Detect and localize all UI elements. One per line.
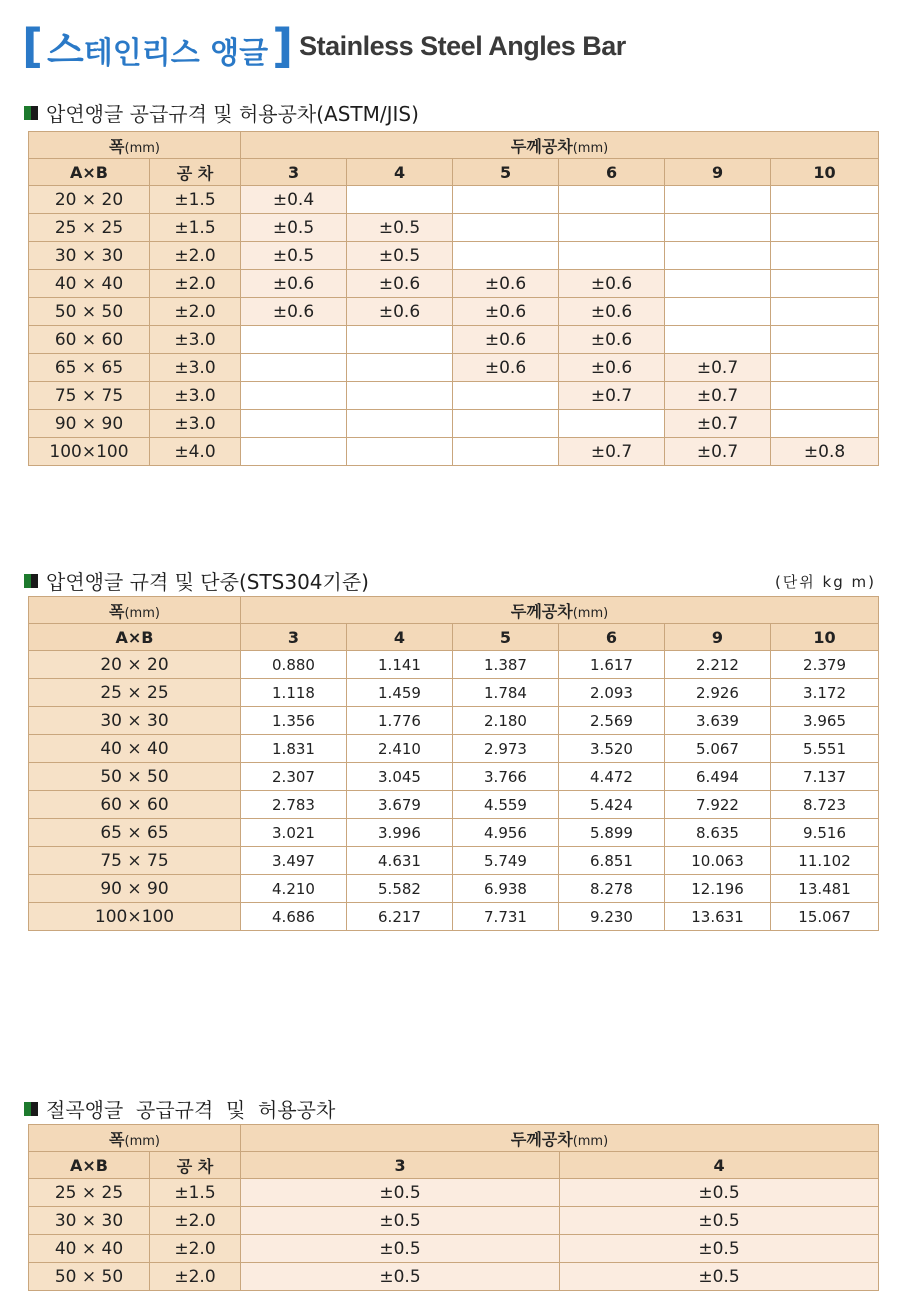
header-thickness-unit: (mm) [572, 140, 609, 156]
header-thickness-6: 6 [559, 624, 665, 651]
table-row [29, 875, 879, 903]
cell-value [771, 326, 879, 354]
cell-size: 25 × 25 [29, 1179, 150, 1207]
cell-size: 65 × 65 [29, 354, 150, 382]
cell-value: 7.731 [453, 903, 559, 931]
cell-value: 8.635 [665, 819, 771, 847]
cell-value [241, 354, 347, 382]
cell-value: ±0.6 [559, 326, 665, 354]
cell-value: 3.172 [771, 679, 879, 707]
header-thickness-label: 두께공차 [510, 601, 573, 621]
cell-value: ±0.6 [559, 298, 665, 326]
cell-value [347, 382, 453, 410]
header-width-label: 폭 [109, 1129, 125, 1149]
cell-size: 30 × 30 [29, 242, 150, 270]
cell-value: 3.497 [241, 847, 347, 875]
cell-value: 15.067 [771, 903, 879, 931]
cell-value [453, 438, 559, 466]
header-thickness [241, 597, 879, 624]
cell-size: 40 × 40 [29, 270, 150, 298]
section-bullet-icon [24, 106, 38, 120]
cell-value: ±0.6 [453, 298, 559, 326]
cell-value: ±0.7 [665, 354, 771, 382]
cell-value: ±0.5 [241, 1263, 560, 1291]
header-width-label: 폭 [109, 601, 125, 621]
unit-note: (단위 kg m) [774, 573, 876, 591]
cell-value: ±0.5 [560, 1207, 879, 1235]
cell-value: 10.063 [665, 847, 771, 875]
cell-value: ±0.5 [560, 1263, 879, 1291]
cell-value: 3.520 [559, 735, 665, 763]
cell-value [241, 410, 347, 438]
header-thickness-4: 4 [347, 159, 453, 186]
cell-value [347, 326, 453, 354]
cell-value: 5.551 [771, 735, 879, 763]
cell-size: 30 × 30 [29, 707, 241, 735]
cell-size: 40 × 40 [29, 735, 241, 763]
header-thickness-3: 3 [241, 624, 347, 651]
cell-tolerance: ±1.5 [150, 186, 241, 214]
cell-size: 90 × 90 [29, 410, 150, 438]
header-width [29, 132, 241, 159]
header-width-unit: (mm) [124, 605, 160, 621]
header-thickness-label: 두께공차 [510, 136, 573, 156]
cell-size: 100×100 [29, 438, 150, 466]
section-bullet-icon [24, 1102, 38, 1116]
cell-size: 20 × 20 [29, 651, 241, 679]
cell-value [559, 410, 665, 438]
cell-value: ±0.7 [559, 382, 665, 410]
cell-value: ±0.6 [453, 354, 559, 382]
cell-value: ±0.5 [347, 214, 453, 242]
title-bracket-left: [ [22, 19, 44, 73]
cell-value: 1.831 [241, 735, 347, 763]
section-title-bent [24, 1094, 335, 1123]
cell-value [665, 326, 771, 354]
cell-size: 50 × 50 [29, 1263, 150, 1291]
title-english: Stainless Steel Angles Bar [299, 30, 626, 61]
cell-value: 4.956 [453, 819, 559, 847]
cell-value: ±0.8 [771, 438, 879, 466]
cell-tolerance: ±2.0 [150, 1263, 241, 1291]
cell-value: ±0.7 [559, 438, 665, 466]
table-row [29, 1179, 879, 1207]
cell-tolerance: ±2.0 [150, 298, 241, 326]
table-row [29, 679, 879, 707]
table-row [29, 1263, 879, 1291]
cell-value: ±0.7 [665, 382, 771, 410]
cell-value: 3.639 [665, 707, 771, 735]
cell-value: ±0.6 [559, 354, 665, 382]
table-row [29, 847, 879, 875]
cell-tolerance: ±2.0 [150, 242, 241, 270]
cell-value: 3.996 [347, 819, 453, 847]
cell-value: 5.424 [559, 791, 665, 819]
section-title-text: 압연앵글 규격 및 단중(STS304기준) [46, 570, 369, 594]
header-width [29, 1125, 241, 1152]
cell-value: ±0.6 [453, 326, 559, 354]
header-width-label: 폭 [109, 136, 125, 156]
cell-value: 6.217 [347, 903, 453, 931]
section-title-weight [24, 566, 369, 595]
cell-value: ±0.5 [241, 1179, 560, 1207]
table-row [29, 903, 879, 931]
cell-value: 4.686 [241, 903, 347, 931]
header-thickness-label: 두께공차 [510, 1129, 573, 1149]
table-row [29, 382, 879, 410]
cell-size: 50 × 50 [29, 763, 241, 791]
cell-value: ±0.5 [347, 242, 453, 270]
cell-value [771, 186, 879, 214]
cell-value: 13.481 [771, 875, 879, 903]
cell-value: 6.494 [665, 763, 771, 791]
cell-value: ±0.6 [241, 270, 347, 298]
cell-tolerance: ±2.0 [150, 270, 241, 298]
cell-value: ±0.7 [665, 410, 771, 438]
cell-value: 0.880 [241, 651, 347, 679]
cell-size: 50 × 50 [29, 298, 150, 326]
cell-size: 40 × 40 [29, 1235, 150, 1263]
cell-value: 12.196 [665, 875, 771, 903]
cell-value: ±0.6 [347, 270, 453, 298]
cell-value: 3.679 [347, 791, 453, 819]
page-title [22, 18, 626, 74]
cell-value [771, 410, 879, 438]
cell-value: 1.617 [559, 651, 665, 679]
header-size: A×B [29, 1152, 150, 1179]
cell-value: 2.410 [347, 735, 453, 763]
cell-size: 90 × 90 [29, 875, 241, 903]
cell-value: ±0.7 [665, 438, 771, 466]
cell-tolerance: ±2.0 [150, 1235, 241, 1263]
cell-value: 4.472 [559, 763, 665, 791]
cell-value: 1.356 [241, 707, 347, 735]
cell-value: ±0.5 [241, 214, 347, 242]
cell-value [347, 410, 453, 438]
table-row [29, 298, 879, 326]
table-row [29, 270, 879, 298]
header-tolerance: 공 차 [150, 159, 241, 186]
cell-size: 75 × 75 [29, 382, 150, 410]
cell-value [665, 270, 771, 298]
header-thickness-5: 5 [453, 159, 559, 186]
cell-value: ±0.5 [241, 1235, 560, 1263]
cell-value: 1.459 [347, 679, 453, 707]
cell-tolerance: ±3.0 [150, 326, 241, 354]
cell-value: 1.776 [347, 707, 453, 735]
cell-value: 5.749 [453, 847, 559, 875]
table-row [29, 326, 879, 354]
cell-value [665, 214, 771, 242]
cell-value [453, 214, 559, 242]
header-thickness-10: 10 [771, 624, 879, 651]
cell-value: 5.582 [347, 875, 453, 903]
cell-value: 4.631 [347, 847, 453, 875]
cell-size: 60 × 60 [29, 326, 150, 354]
table-row [29, 651, 879, 679]
cell-size: 25 × 25 [29, 679, 241, 707]
cell-value [347, 186, 453, 214]
cell-value: 13.631 [665, 903, 771, 931]
table-row [29, 735, 879, 763]
table-row [29, 410, 879, 438]
table-row [29, 214, 879, 242]
cell-tolerance: ±1.5 [150, 214, 241, 242]
table-row [29, 707, 879, 735]
header-thickness [241, 132, 879, 159]
table-hot-rolled-weight [28, 596, 879, 931]
cell-value [241, 438, 347, 466]
cell-value: 7.137 [771, 763, 879, 791]
cell-value: 2.180 [453, 707, 559, 735]
table-row [29, 791, 879, 819]
title-korean [43, 19, 272, 74]
cell-tolerance: ±3.0 [150, 410, 241, 438]
cell-value [771, 214, 879, 242]
title-korean-rest: 테인리스 앵글 [83, 35, 269, 71]
cell-value [347, 438, 453, 466]
cell-value [453, 410, 559, 438]
cell-value: ±0.5 [241, 1207, 560, 1235]
cell-value: ±0.5 [241, 242, 347, 270]
cell-value [241, 382, 347, 410]
section-title-text: 절곡앵글 공급규격 및 허용공차 [46, 1098, 336, 1122]
cell-value: ±0.5 [560, 1179, 879, 1207]
header-thickness-3: 3 [241, 159, 347, 186]
cell-value: 2.569 [559, 707, 665, 735]
cell-value: 3.766 [453, 763, 559, 791]
cell-tolerance: ±4.0 [150, 438, 241, 466]
header-width-unit: (mm) [124, 140, 160, 156]
cell-value [771, 270, 879, 298]
cell-size: 25 × 25 [29, 214, 150, 242]
cell-value: 7.922 [665, 791, 771, 819]
cell-value: ±0.5 [560, 1235, 879, 1263]
header-thickness-4: 4 [560, 1152, 879, 1179]
cell-value: 1.784 [453, 679, 559, 707]
cell-value: 3.965 [771, 707, 879, 735]
cell-size: 30 × 30 [29, 1207, 150, 1235]
table-row [29, 819, 879, 847]
cell-value: ±0.4 [241, 186, 347, 214]
cell-value: 8.723 [771, 791, 879, 819]
section-title-tolerance [24, 98, 419, 127]
cell-size: 20 × 20 [29, 186, 150, 214]
cell-value: 1.141 [347, 651, 453, 679]
cell-value [665, 242, 771, 270]
header-thickness-9: 9 [665, 624, 771, 651]
cell-value [665, 298, 771, 326]
cell-value: 4.559 [453, 791, 559, 819]
header-thickness-3: 3 [241, 1152, 560, 1179]
cell-value: ±0.6 [347, 298, 453, 326]
cell-size: 100×100 [29, 903, 241, 931]
cell-value: ±0.6 [453, 270, 559, 298]
table-row [29, 763, 879, 791]
cell-value [453, 382, 559, 410]
header-tolerance: 공 차 [150, 1152, 241, 1179]
cell-value [347, 354, 453, 382]
header-width-unit: (mm) [124, 1133, 160, 1149]
cell-size: 65 × 65 [29, 819, 241, 847]
table-row [29, 354, 879, 382]
cell-value: 2.926 [665, 679, 771, 707]
cell-value [241, 326, 347, 354]
section-title-text: 압연앵글 공급규격 및 허용공차(ASTM/JIS) [46, 102, 419, 126]
cell-value: 3.021 [241, 819, 347, 847]
cell-value: 2.379 [771, 651, 879, 679]
cell-value: 6.851 [559, 847, 665, 875]
cell-value: 9.230 [559, 903, 665, 931]
cell-value: 4.210 [241, 875, 347, 903]
cell-value: 2.783 [241, 791, 347, 819]
header-thickness-10: 10 [771, 159, 879, 186]
title-bracket-right: ] [272, 19, 294, 73]
header-size: A×B [29, 624, 241, 651]
header-width [29, 597, 241, 624]
cell-value: 2.212 [665, 651, 771, 679]
cell-value [559, 214, 665, 242]
table-row [29, 438, 879, 466]
cell-value [665, 186, 771, 214]
cell-value: ±0.6 [559, 270, 665, 298]
cell-size: 60 × 60 [29, 791, 241, 819]
header-thickness-6: 6 [559, 159, 665, 186]
cell-value: 8.278 [559, 875, 665, 903]
table-row [29, 1235, 879, 1263]
header-thickness-4: 4 [347, 624, 453, 651]
cell-value: 1.118 [241, 679, 347, 707]
table-bent-tolerance [28, 1124, 879, 1291]
cell-value: 3.045 [347, 763, 453, 791]
cell-value: 5.067 [665, 735, 771, 763]
header-thickness-unit: (mm) [572, 1133, 609, 1149]
cell-tolerance: ±3.0 [150, 354, 241, 382]
cell-value [771, 242, 879, 270]
header-thickness [241, 1125, 879, 1152]
cell-value: 2.973 [453, 735, 559, 763]
cell-tolerance: ±2.0 [150, 1207, 241, 1235]
cell-value: 11.102 [771, 847, 879, 875]
title-korean-first: 스 [47, 27, 84, 72]
table-row [29, 1207, 879, 1235]
cell-value [771, 382, 879, 410]
cell-value [771, 298, 879, 326]
header-thickness-unit: (mm) [572, 605, 609, 621]
cell-tolerance: ±1.5 [150, 1179, 241, 1207]
table-row [29, 186, 879, 214]
cell-value: 2.093 [559, 679, 665, 707]
cell-value: 6.938 [453, 875, 559, 903]
header-size: A×B [29, 159, 150, 186]
cell-value: 1.387 [453, 651, 559, 679]
section-bullet-icon [24, 574, 38, 588]
header-thickness-9: 9 [665, 159, 771, 186]
cell-value: ±0.6 [241, 298, 347, 326]
cell-size: 75 × 75 [29, 847, 241, 875]
cell-value: 5.899 [559, 819, 665, 847]
cell-value [453, 186, 559, 214]
table-hot-rolled-tolerance [28, 131, 879, 466]
cell-value: 9.516 [771, 819, 879, 847]
table-row [29, 242, 879, 270]
cell-value [453, 242, 559, 270]
cell-value [559, 242, 665, 270]
cell-value [771, 354, 879, 382]
header-thickness-5: 5 [453, 624, 559, 651]
cell-tolerance: ±3.0 [150, 382, 241, 410]
cell-value [559, 186, 665, 214]
cell-value: 2.307 [241, 763, 347, 791]
